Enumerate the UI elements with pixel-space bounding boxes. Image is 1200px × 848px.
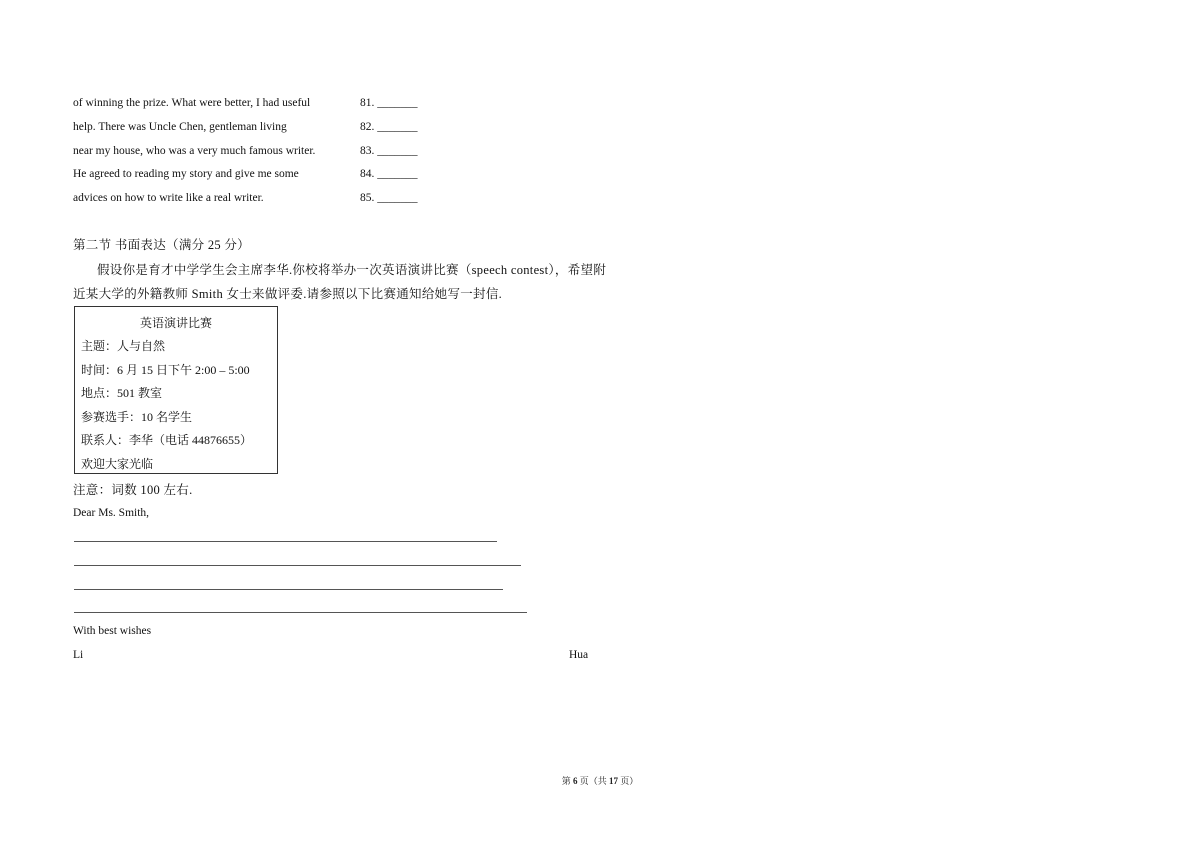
notice-theme: 主题：人与自然 <box>81 339 166 353</box>
letter-closing: With best wishes <box>73 625 152 637</box>
answer-blank-83: 83. _______ <box>360 145 418 157</box>
notice-place: 地点：501 教室 <box>81 386 163 400</box>
passage-line-82: help. There was Uncle Chen, gentleman living <box>73 121 287 133</box>
footer-prefix: 第 <box>561 776 573 786</box>
writing-line <box>74 541 497 542</box>
passage-line-85: advices on how to write like a real writer. <box>73 192 264 204</box>
footer-total-pages: 17 <box>609 776 618 786</box>
prompt-line-2: 近某大学的外籍教师 Smith 女士来做评委.请参照以下比赛通知给她写一封信. <box>73 287 503 301</box>
passage-line-81: of winning the prize. What were better, I had useful <box>73 97 311 109</box>
writing-line <box>74 589 503 590</box>
footer-page-number: 6 <box>572 776 578 786</box>
writing-line <box>74 565 521 566</box>
contest-notice-box <box>74 306 278 474</box>
answer-blank-85: 85. _______ <box>360 192 418 204</box>
signature-last-name: Hua <box>569 649 589 661</box>
prompt-line-1: 假设你是育才中学学生会主席李华.你校将举办一次英语演讲比赛（speech contest），希望附 <box>97 263 607 277</box>
footer-suffix: 页） <box>618 776 639 786</box>
notice-contestants: 参赛选手：10 名学生 <box>81 410 193 424</box>
section-title: 第二节 书面表达（满分 25 分） <box>73 238 250 252</box>
answer-blank-81: 81. _______ <box>360 97 418 109</box>
answer-blank-82: 82. _______ <box>360 121 418 133</box>
writing-line <box>74 612 527 613</box>
passage-line-83: near my house, who was a very much famous writer. <box>73 145 316 157</box>
notice-time: 时间：6 月 15 日下午 2:00 – 5:00 <box>81 363 250 377</box>
notice-contact: 联系人：李华（电话 44876655） <box>81 433 253 447</box>
signature-first-name: Li <box>73 649 84 661</box>
letter-greeting: Dear Ms. Smith, <box>73 507 150 519</box>
notice-welcome: 欢迎大家光临 <box>81 457 154 471</box>
notice-title: 英语演讲比赛 <box>139 316 212 330</box>
word-count-note: 注意：词数 100 左右. <box>73 483 193 497</box>
footer-middle: 页（共 <box>577 776 609 786</box>
passage-line-84: He agreed to reading my story and give me some <box>73 168 299 180</box>
page-footer <box>0 775 1200 787</box>
answer-blank-84: 84. _______ <box>360 168 418 180</box>
